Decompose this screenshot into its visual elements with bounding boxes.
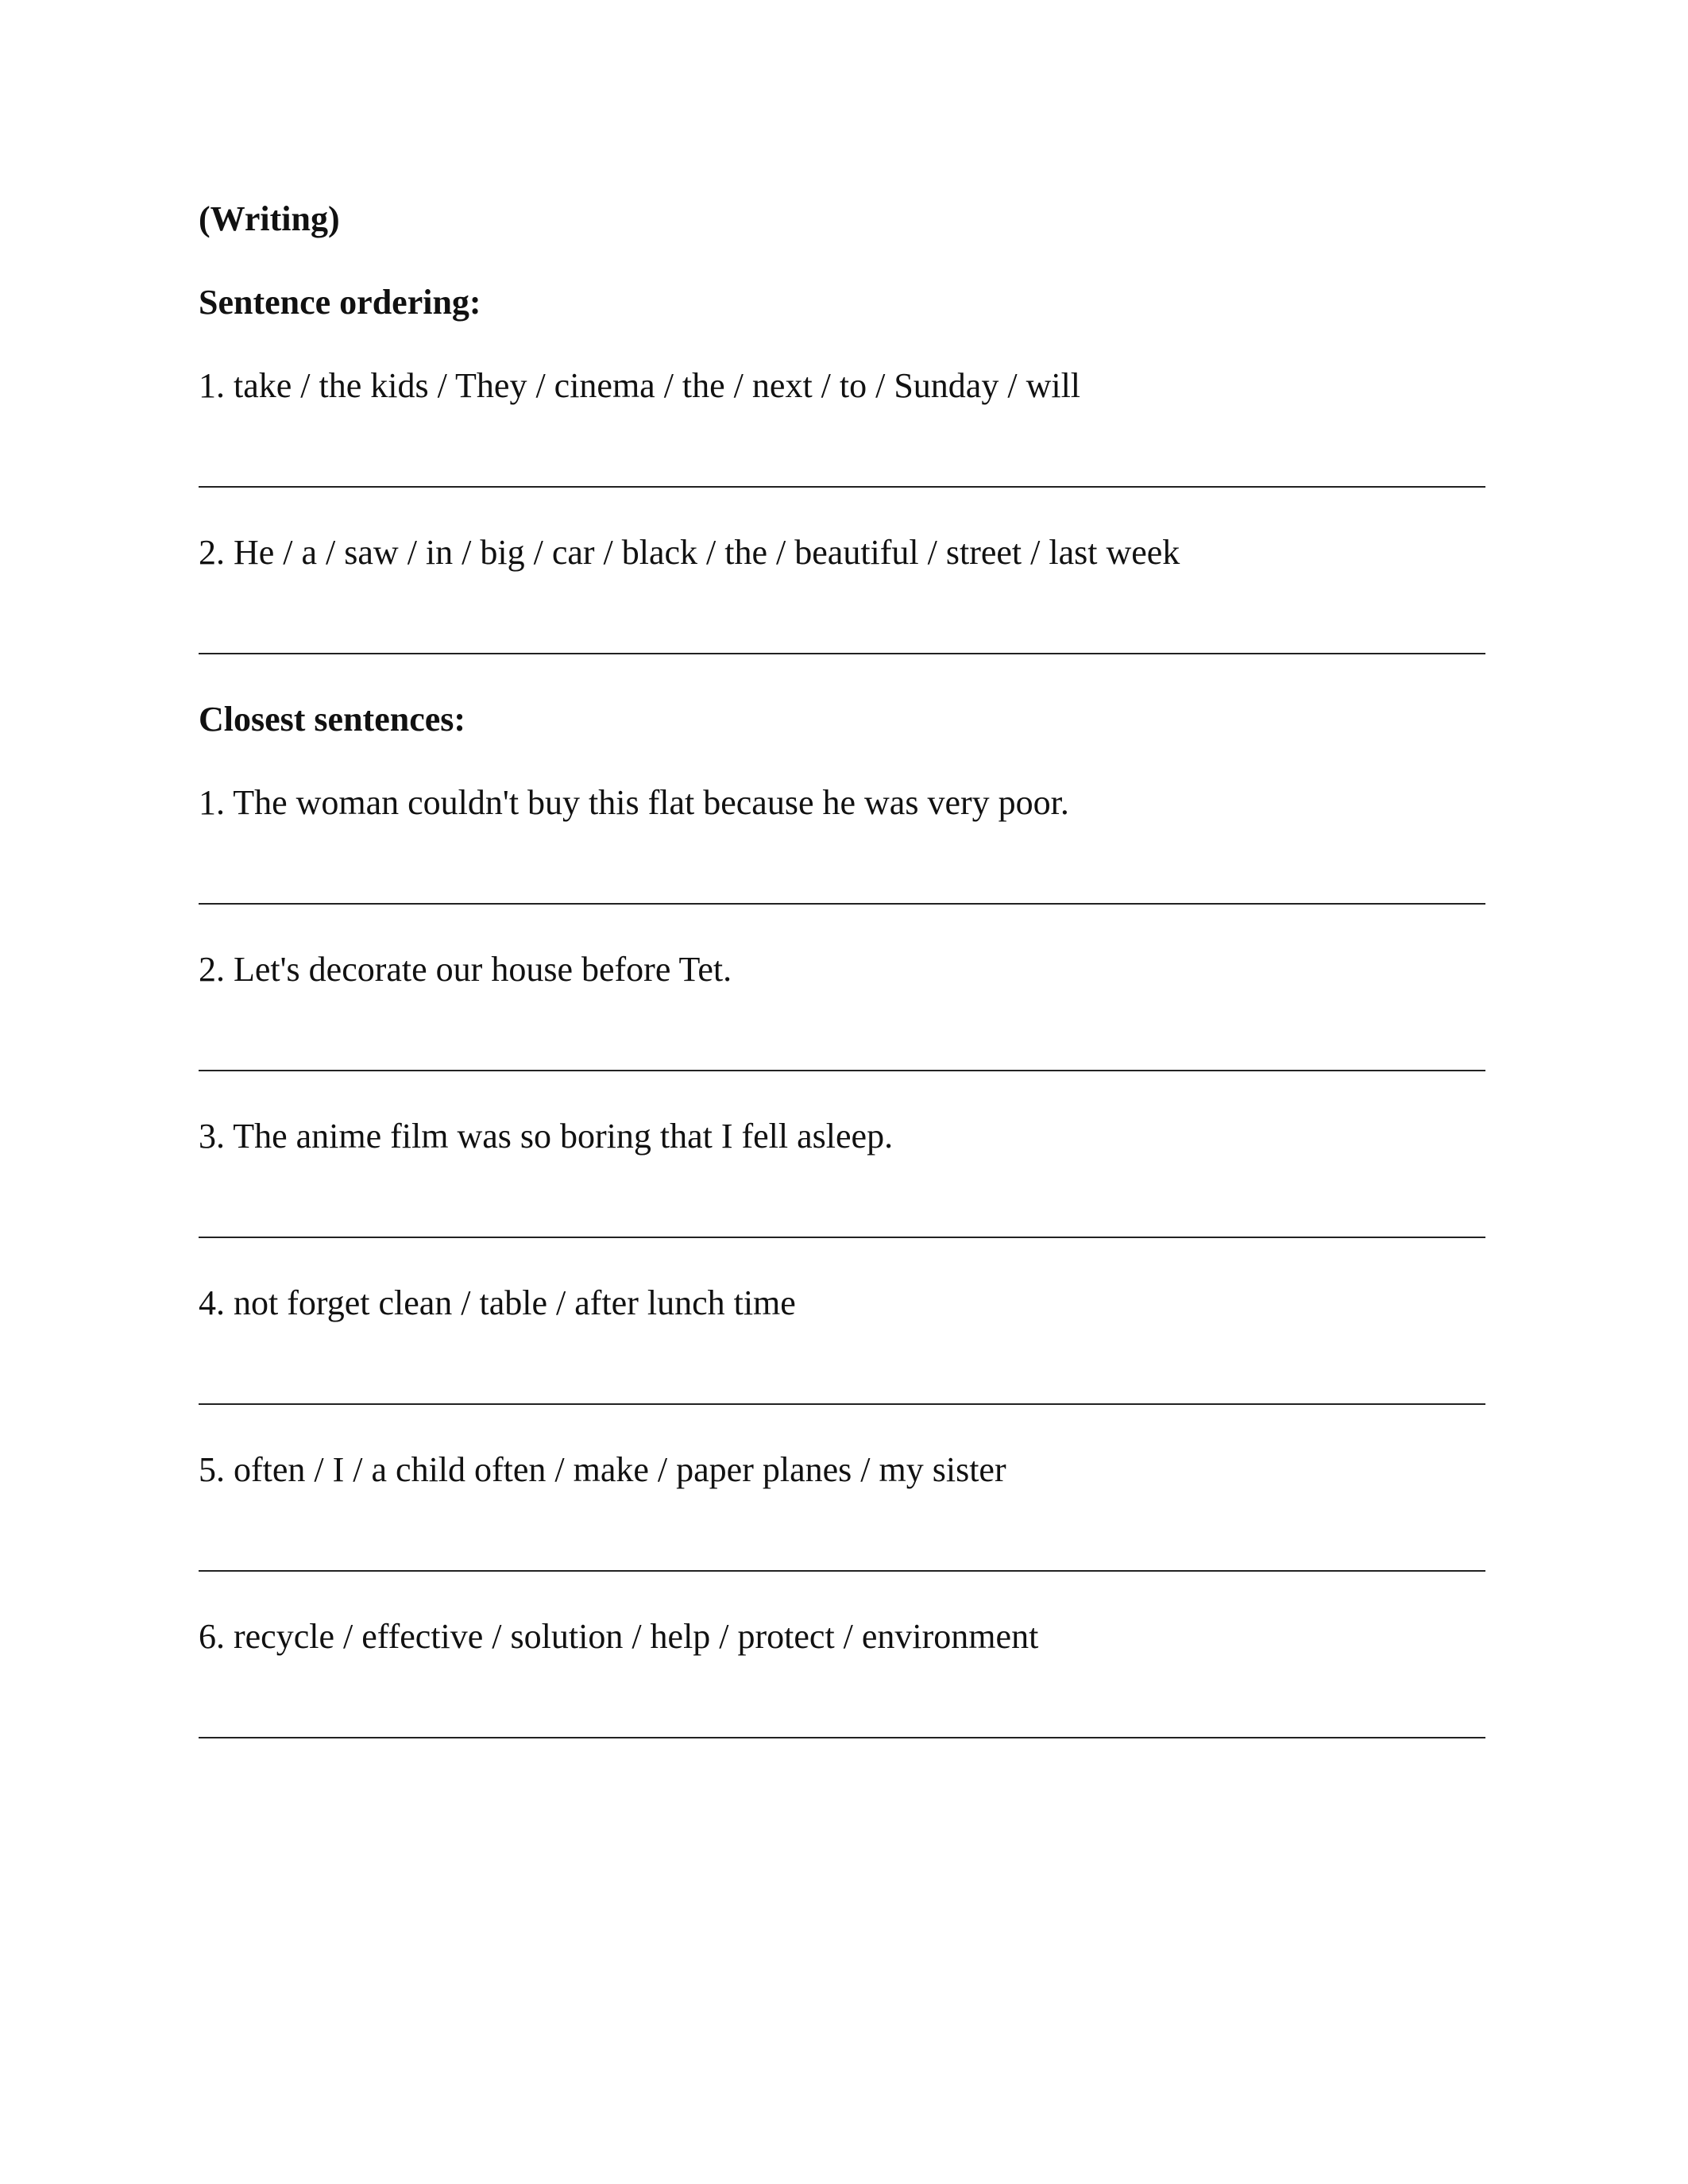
ordering-item-2: 2. He / a / saw / in / big / car / black / the / beautiful / street / last week — [199, 533, 1180, 572]
answer-line-closest-3[interactable] — [199, 1237, 1485, 1238]
answer-line-closest-1[interactable] — [199, 903, 1485, 905]
section-title-closest-sentences: Closest sentences: — [199, 700, 466, 739]
closest-item-1: 1. The woman couldn't buy this flat because he was very poor. — [199, 783, 1069, 822]
closest-item-4: 4. not forget clean / table / after lunch time — [199, 1283, 796, 1322]
closest-item-3: 3. The anime film was so boring that I fell asleep. — [199, 1117, 894, 1156]
ordering-item-1: 1. take / the kids / They / cinema / the / next / to / Sunday / will — [199, 366, 1081, 405]
answer-line-closest-6[interactable] — [199, 1737, 1485, 1738]
closest-item-5: 5. often / I / a child often / make / paper planes / my sister — [199, 1450, 1006, 1489]
section-title-sentence-ordering: Sentence ordering: — [199, 283, 481, 322]
answer-line-closest-5[interactable] — [199, 1570, 1485, 1572]
closest-item-2: 2. Let's decorate our house before Tet. — [199, 950, 732, 989]
answer-line-ordering-2[interactable] — [199, 653, 1485, 654]
closest-item-6: 6. recycle / effective / solution / help / protect / environment — [199, 1617, 1039, 1656]
answer-line-closest-4[interactable] — [199, 1403, 1485, 1405]
answer-line-closest-2[interactable] — [199, 1070, 1485, 1071]
answer-line-ordering-1[interactable] — [199, 486, 1485, 488]
worksheet-heading: (Writing) — [199, 199, 340, 238]
